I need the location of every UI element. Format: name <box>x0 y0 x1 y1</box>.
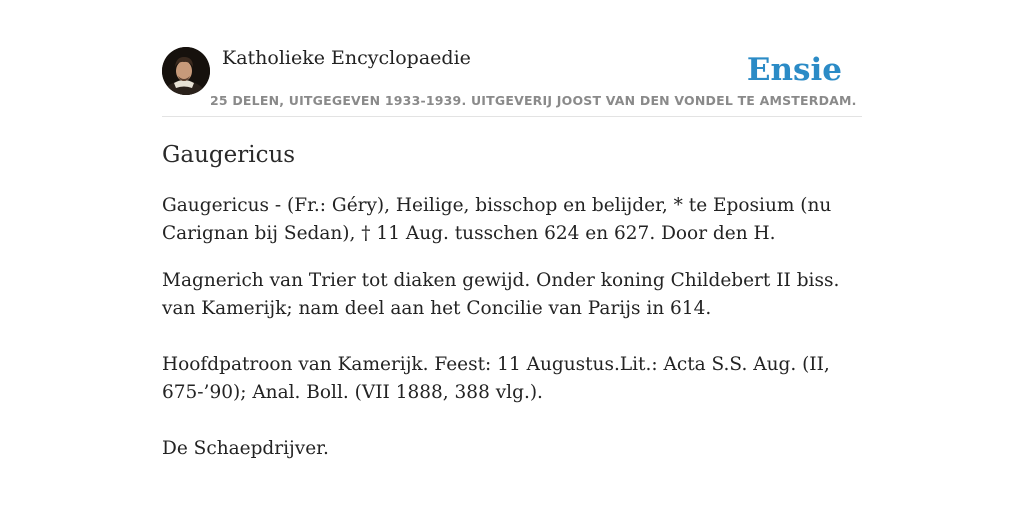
article-paragraph-2: Magnerich van Trier tot diaken gewijd. Onder koning Childebert II biss. van Kamerijk; nam deel aan het Concilie van Parijs in 614. <box>162 270 840 319</box>
ensie-logo-link[interactable]: Ensie <box>746 52 842 88</box>
publication-title-link[interactable]: Katholieke Encyclopaedie <box>222 47 471 69</box>
article-paragraph-3: Hoofdpatroon van Kamerijk. Feest: 11 Augustus.Lit.: Acta S.S. Aug. (II, 675-’90); Anal. Boll. (VII 1888, 388 vlg.). <box>162 354 830 403</box>
article-paragraph-1: Gaugericus - (Fr.: Géry), Heilige, bisschop en belijder, * te Eposium (nu Carignan bij Sedan), † 11 Aug. tusschen 624 en 627. Door den H. <box>162 195 832 244</box>
article-author: De Schaepdrijver. <box>162 438 329 459</box>
portrait-avatar-icon[interactable] <box>162 47 210 95</box>
page-container <box>162 0 862 459</box>
publication-header <box>162 0 862 117</box>
article-title: Gaugericus <box>162 142 296 168</box>
publication-subtitle: 25 DELEN, UITGEGEVEN 1933-1939. UITGEVERIJ JOOST VAN DEN VONDEL TE AMSTERDAM. <box>210 93 857 108</box>
